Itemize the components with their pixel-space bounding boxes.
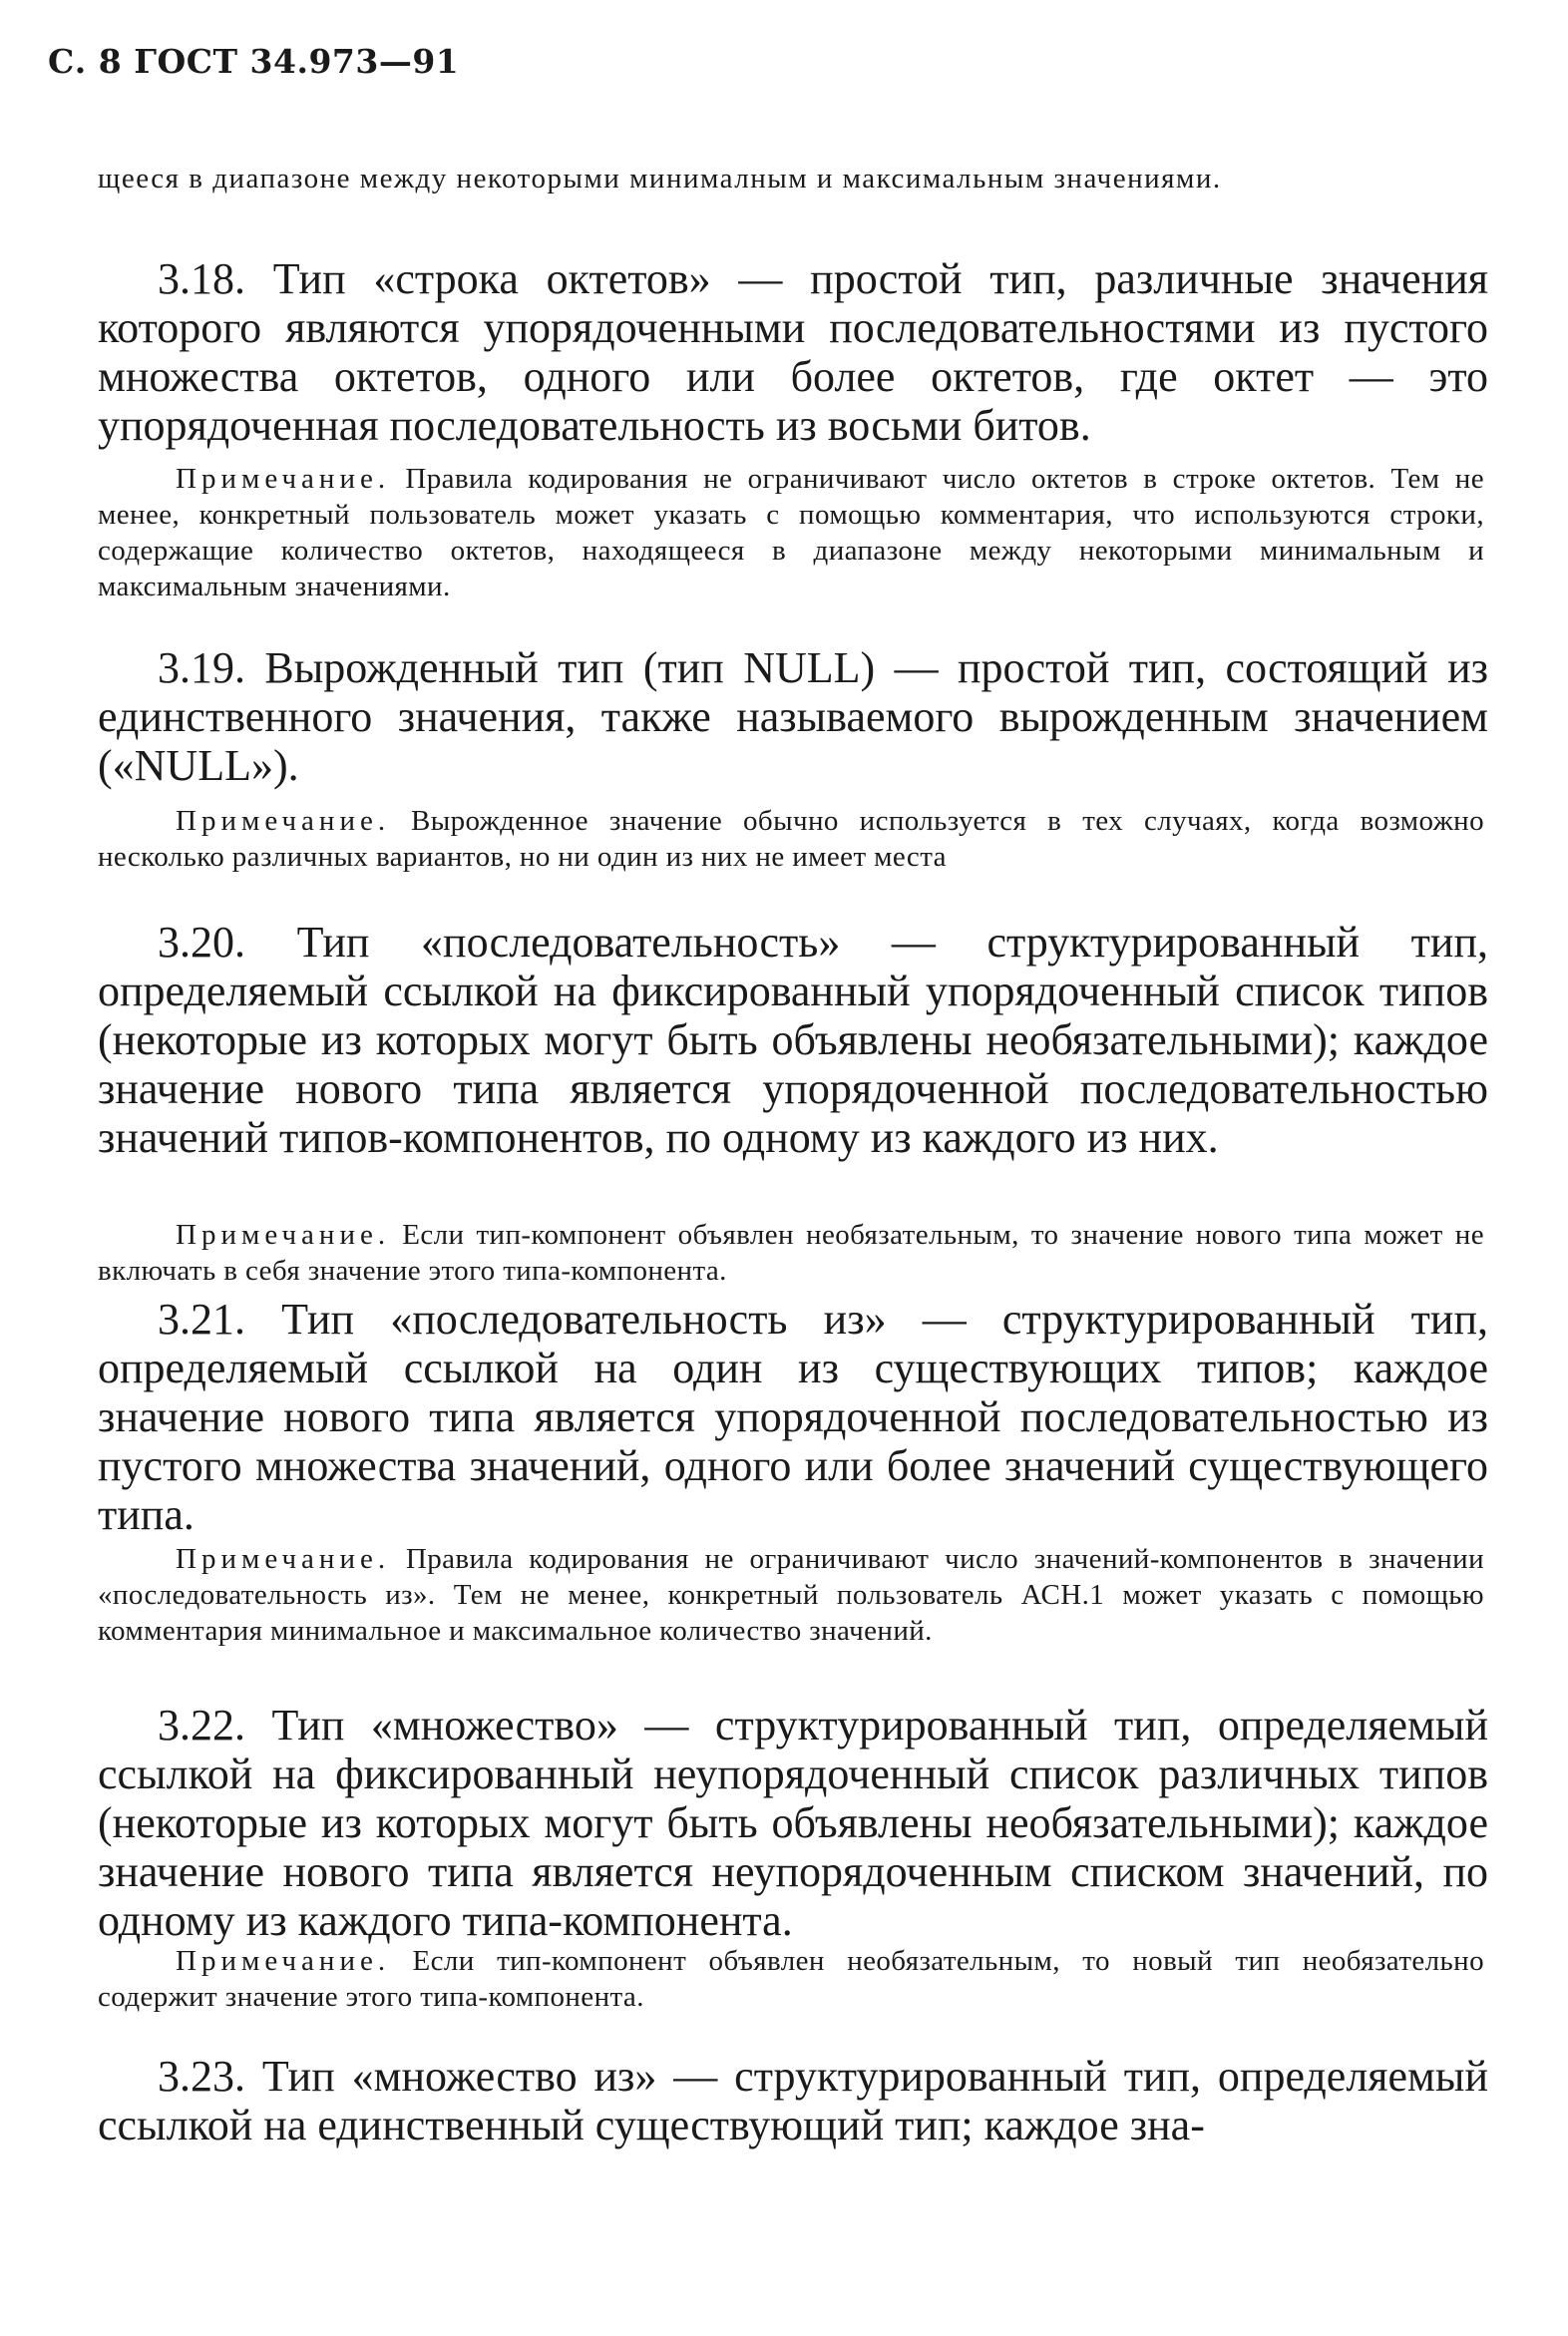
note-3-22 xyxy=(98,1943,1484,2015)
note-label: Примечание. xyxy=(176,1945,391,1977)
note-label: Примечание. xyxy=(176,1543,391,1575)
note-label: Примечание. xyxy=(176,1219,391,1251)
note-text: Если тип-компонент объявлен необязательным, то значение нового типа может не включать в себя значение этого типа-компонента. xyxy=(98,1219,1484,1287)
note-text: Правила кодирования не ограничивают число значений-компонентов в значении «последовательность из». Тем не менее, конкретный пользователь АСН.1 может указать с помощью комментария минимальное и максимальное количество значений. xyxy=(98,1543,1484,1647)
section-3-19: 3.19. Вырожденный тип (тип NULL) — простой тип, состоящий из единственного значения, также называемого вырожденным значением («NULL»). xyxy=(98,643,1488,790)
note-label: Примечание. xyxy=(176,805,391,837)
note-3-21 xyxy=(98,1541,1484,1649)
section-3-23: 3.23. Тип «множество из» — структурированный тип, определяемый ссылкой на единственный существующий тип; каждое зна- xyxy=(98,2052,1488,2149)
note-3-18 xyxy=(98,461,1484,604)
note-label: Примечание. xyxy=(176,463,391,495)
note-3-19 xyxy=(98,803,1484,875)
section-3-21: 3.21. Тип «последовательность из» — структурированный тип, определяемый ссылкой на один из существующих типов; каждое значение нового типа является упорядоченной последовательностью из пустого множества значений, одного или более значений существующего типа. xyxy=(98,1295,1488,1539)
page-header: С. 8 ГОСТ 34.973—91 xyxy=(48,42,460,81)
section-3-20: 3.20. Тип «последовательность» — структурированный тип, определяемый ссылкой на фиксированный упорядоченный список типов (некоторые из которых могут быть объявлены необязательными); каждое значение нового типа является упорядоченной последовательностью значений типов-компонентов, по одному из каждого из них. xyxy=(98,918,1488,1162)
continuation-text: щееся в диапазоне между некоторыми минималным и максимальным значениями. xyxy=(98,163,1222,195)
section-3-18: 3.18. Тип «строка октетов» — простой тип, различные значения которого являются упорядоченными последовательностями из пустого множества октетов, одного или более октетов, где октет — это упорядоченная последовательность из восьми битов. xyxy=(98,254,1488,450)
note-text: Если тип-компонент объявлен необязательным, то новый тип необязательно содержит значение этого типа-компонента. xyxy=(98,1945,1484,2013)
note-text: Вырожденное значение обычно используется в тех случаях, когда возможно несколько различных вариантов, но ни один из них не имеет места xyxy=(98,805,1484,873)
note-3-20 xyxy=(98,1217,1484,1289)
note-text: Правила кодирования не ограничивают число октетов в строке октетов. Тем не менее, конкретный пользователь может указать с помощью комментария, что используются строки, содержащие количество октетов, находящееся в диапазоне между некоторыми минимальным и максимальным значениями. xyxy=(98,463,1484,602)
section-3-22: 3.22. Тип «множество» — структурированный тип, определяемый ссылкой на фиксированный неупорядоченный список различных типов (некоторые из которых могут быть объявлены необязательными); каждое значение нового типа является неупорядоченным списком значений, по одному из каждого типа-компонента. xyxy=(98,1701,1488,1945)
